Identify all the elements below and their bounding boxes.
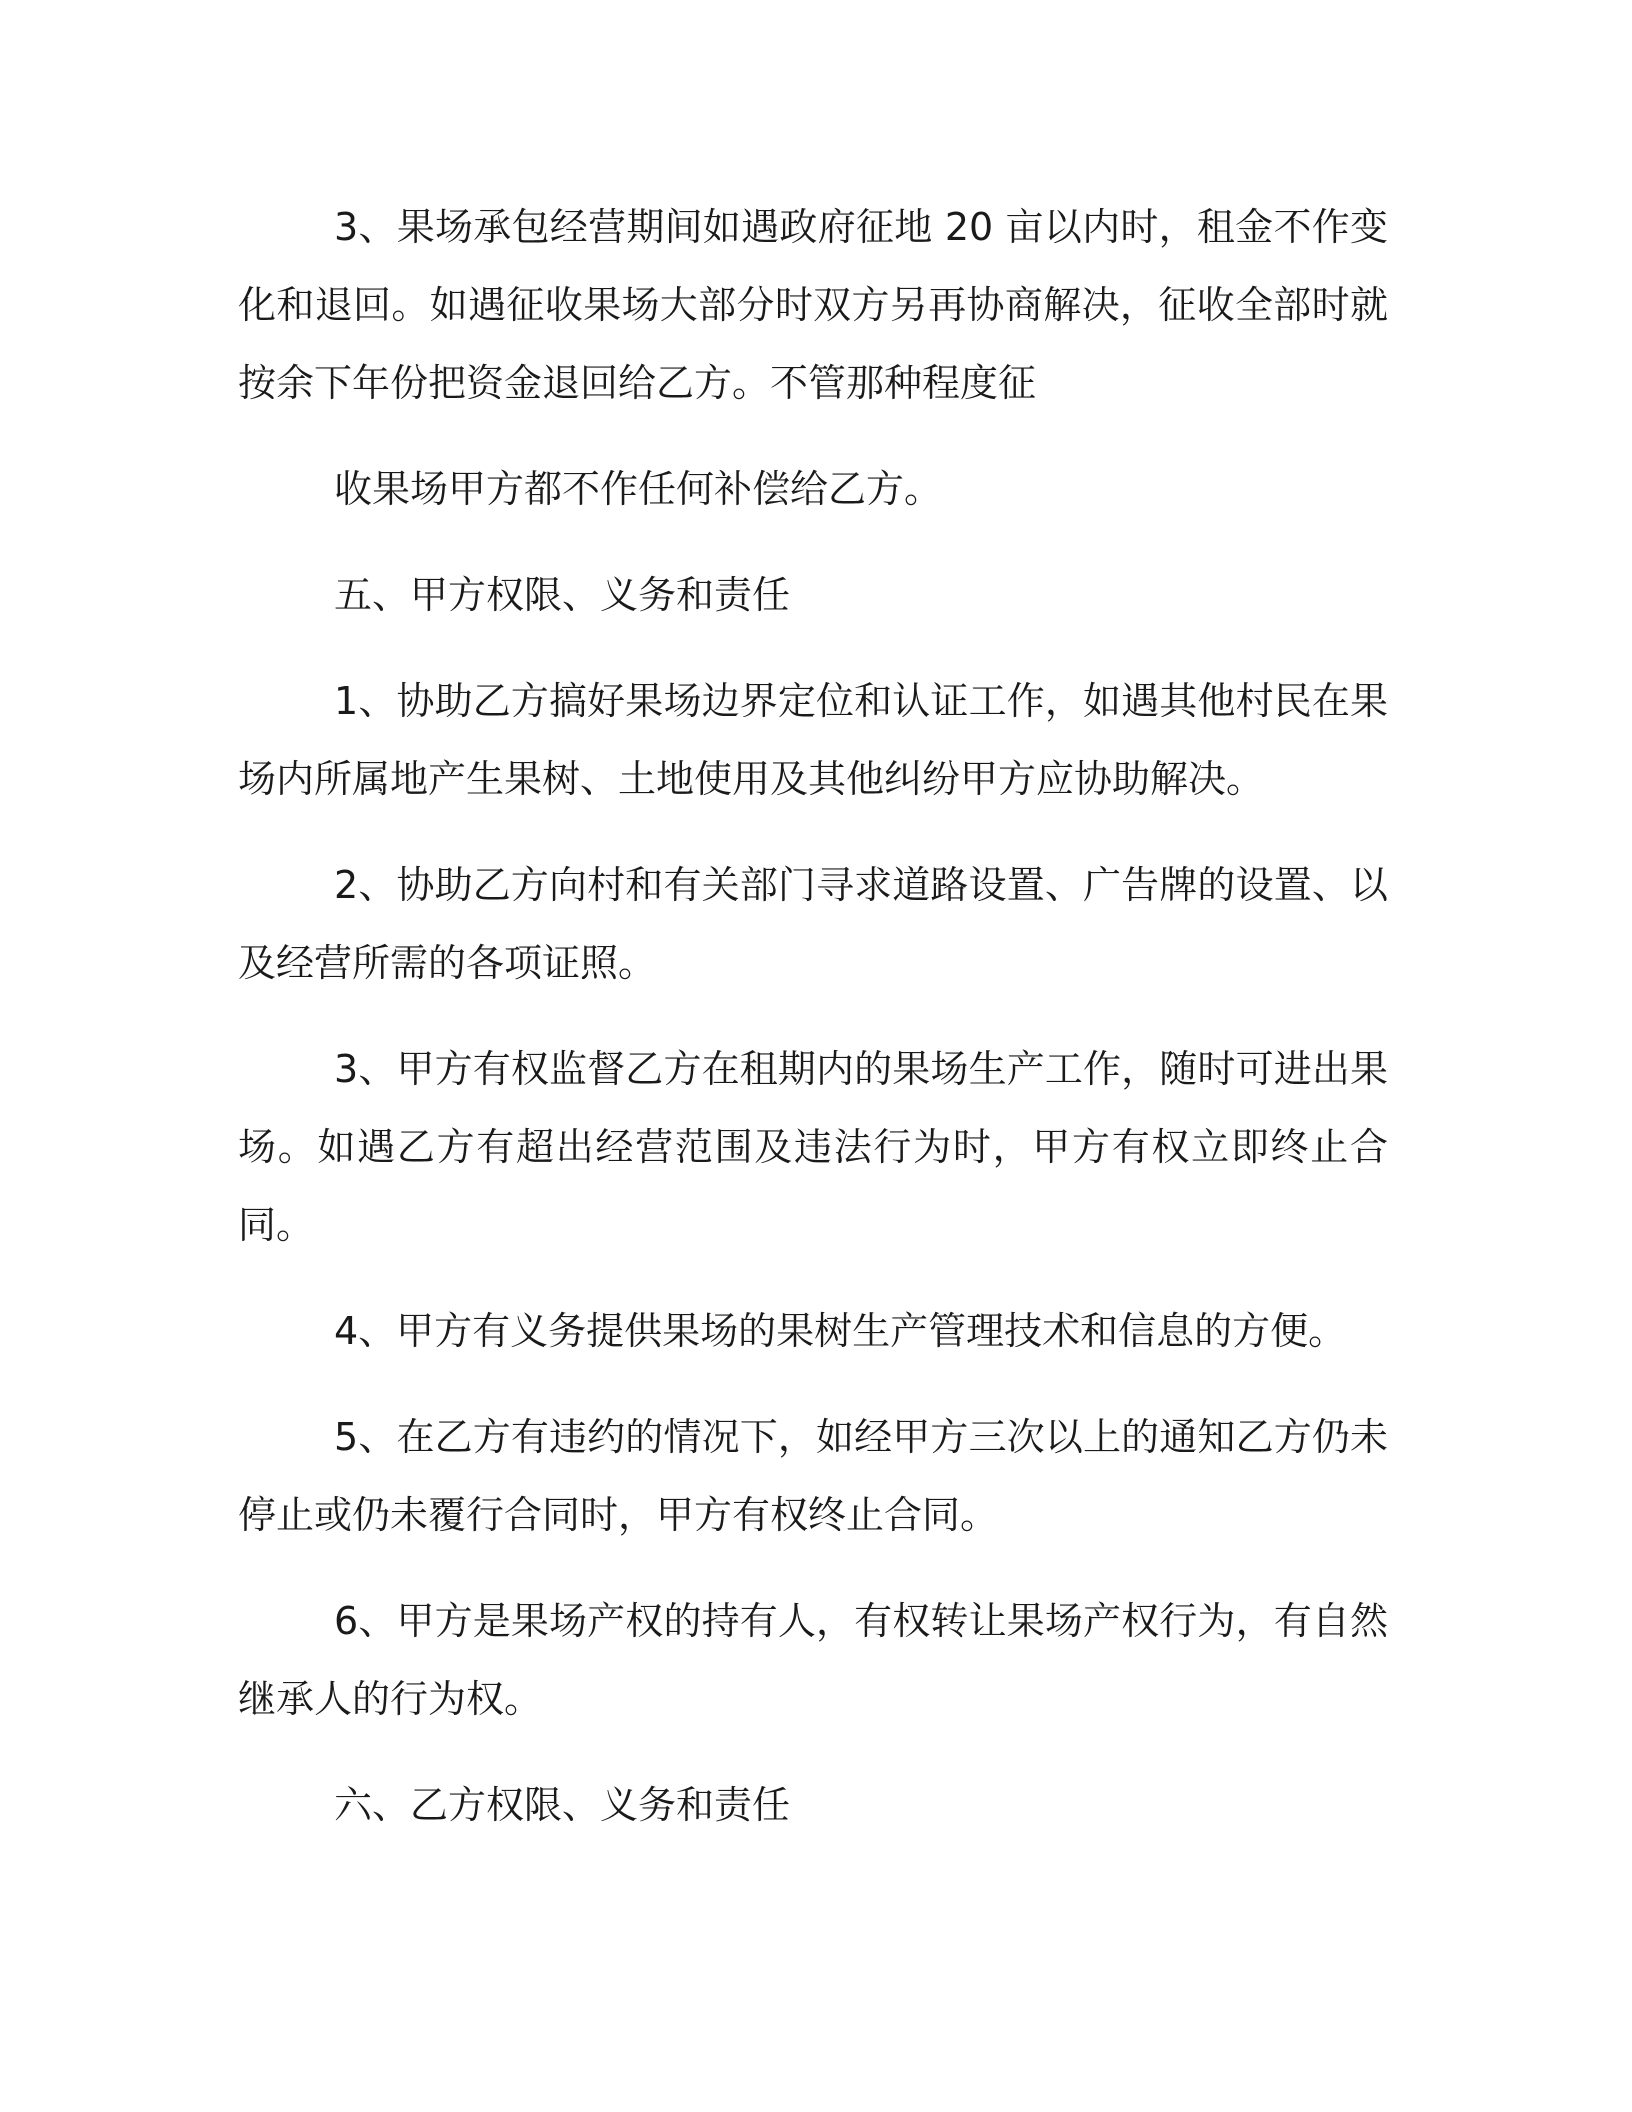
section-heading-party-b: 六、乙方权限、义务和责任	[334, 1783, 791, 1827]
paragraph-party-a-item-2: 2、协助乙方向村和有关部门寻求道路设置、广告牌的设置、以及经营所需的各项证照。	[238, 863, 1388, 985]
paragraph-party-a-item-4: 4、甲方有义务提供果场的果树生产管理技术和信息的方便。	[334, 1309, 1347, 1353]
paragraph-land-acquisition: 3、果场承包经营期间如遇政府征地 20 亩以内时，租金不作变化和退回。如遇征收果场大部分时双方另再协商解决，征收全部时就按余下年份把资金退回给乙方。不管那种程度征	[238, 205, 1388, 405]
paragraph-party-a-item-5: 5、在乙方有违约的情况下，如经甲方三次以上的通知乙方仍未停止或仍未覆行合同时，甲方有权终止合同。	[238, 1415, 1388, 1537]
document-body	[238, 188, 1388, 1872]
paragraph-no-compensation: 收果场甲方都不作任何补偿给乙方。	[334, 467, 943, 511]
paragraph-party-a-item-1: 1、协助乙方搞好果场边界定位和认证工作，如遇其他村民在果场内所属地产生果树、土地使用及其他纠纷甲方应协助解决。	[238, 679, 1388, 801]
section-heading-party-a: 五、甲方权限、义务和责任	[334, 573, 791, 617]
paragraph-party-a-item-6: 6、甲方是果场产权的持有人，有权转让果场产权行为，有自然继承人的行为权。	[238, 1599, 1388, 1721]
paragraph-party-a-item-3: 3、甲方有权监督乙方在租期内的果场生产工作，随时可进出果场。如遇乙方有超出经营范围及违法行为时，甲方有权立即终止合同。	[238, 1047, 1388, 1247]
